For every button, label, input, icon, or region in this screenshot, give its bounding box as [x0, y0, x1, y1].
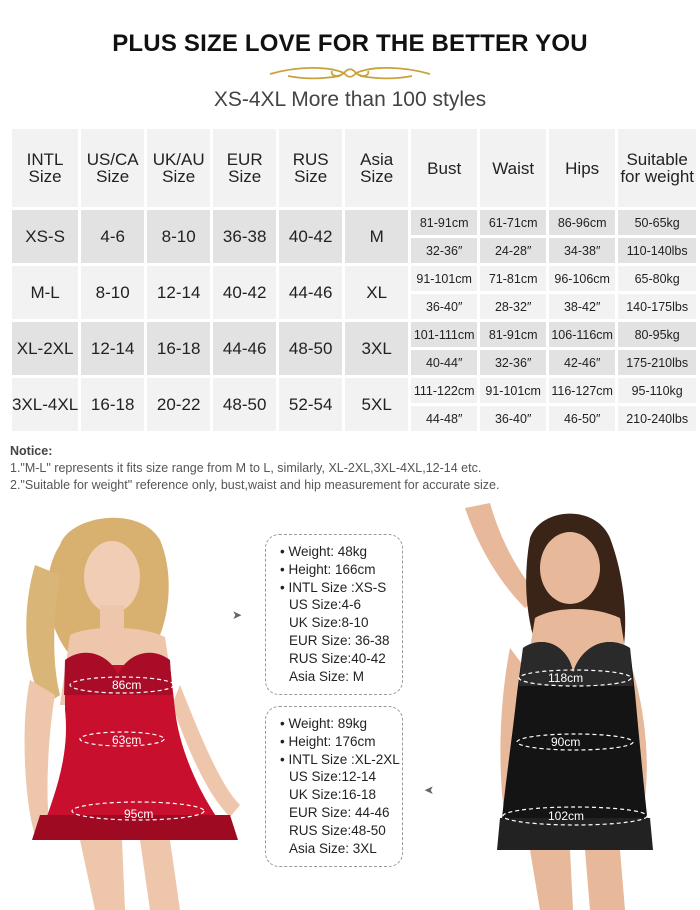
size-cell-rus: 48-50 — [279, 322, 342, 375]
size-cell-us: 16-18 — [81, 378, 144, 431]
table-row — [12, 266, 696, 291]
measure-cell-bust-cm: 101-111cm — [411, 322, 477, 347]
size-cell-us: 4-6 — [81, 210, 144, 263]
measure-cell-weight-cm: 95-110kg — [618, 378, 696, 403]
measure-cell-bust-in: 40-44″ — [411, 350, 477, 375]
model-info-right — [265, 706, 403, 867]
notice-section — [10, 443, 499, 494]
measure-cell-hips-cm: 96-106cm — [549, 266, 615, 291]
measure-cell-hips-cm: 106-116cm — [549, 322, 615, 347]
measure-cell-waist-in: 24-28″ — [480, 238, 546, 263]
size-cell-uk: 12-14 — [147, 266, 210, 319]
measure-cell-hips-in: 38-42″ — [549, 294, 615, 319]
left-info-eur: EUR Size: 36-38 — [289, 632, 390, 648]
arrow-left-icon: ➤ — [232, 608, 243, 622]
left-info-intl: • INTL Size :XS-S — [280, 579, 387, 595]
size-cell-intl: XL-2XL — [12, 322, 78, 375]
size-cell-intl: M-L — [12, 266, 78, 319]
size-cell-rus: 44-46 — [279, 266, 342, 319]
measure-cell-waist-in: 28-32″ — [480, 294, 546, 319]
notice-line-2: 2."Suitable for weight" reference only, bust,waist and hip measurement for accurate size. — [10, 478, 500, 492]
size-cell-asia: XL — [345, 266, 408, 319]
size-cell-rus: 52-54 — [279, 378, 342, 431]
size-chart-table — [9, 126, 699, 434]
header-uk: UK/AU Size — [147, 129, 210, 207]
header-asia: Asia Size — [345, 129, 408, 207]
size-cell-intl: XS-S — [12, 210, 78, 263]
page-subtitle: XS-4XL More than 100 styles — [213, 88, 487, 111]
measure-cell-bust-in: 32-36″ — [411, 238, 477, 263]
notice-line-1: 1."M-L" represents it fits size range from M to L, similarly, XL-2XL,3XL-4XL,12-14 etc. — [10, 461, 482, 475]
header-intl: INTL Size — [12, 129, 78, 207]
gold-flourish-ornament — [268, 64, 432, 84]
measure-cell-waist-cm: 91-101cm — [480, 378, 546, 403]
left-bust-measure: 86cm — [112, 678, 142, 692]
arrow-right-icon: ➤ — [424, 783, 435, 797]
measure-cell-hips-in: 46-50″ — [549, 406, 615, 431]
header-waist: Waist — [480, 129, 546, 207]
right-info-us: US Size:12-14 — [289, 769, 377, 785]
measure-cell-waist-cm: 61-71cm — [480, 210, 546, 235]
measure-cell-bust-in: 44-48″ — [411, 406, 477, 431]
size-cell-uk: 16-18 — [147, 322, 210, 375]
size-cell-uk: 8-10 — [147, 210, 210, 263]
header-us: US/CA Size — [81, 129, 144, 207]
right-info-asia: Asia Size: 3XL — [289, 840, 377, 856]
measure-cell-bust-cm: 111-122cm — [411, 378, 477, 403]
measure-cell-waist-cm: 81-91cm — [480, 322, 546, 347]
right-info-height: • Height: 176cm — [280, 733, 376, 749]
size-cell-asia: 5XL — [345, 378, 408, 431]
size-cell-us: 12-14 — [81, 322, 144, 375]
right-info-uk: UK Size:16-18 — [289, 787, 377, 803]
right-hips-measure: 102cm — [548, 809, 585, 823]
size-cell-intl: 3XL-4XL — [12, 378, 78, 431]
measure-cell-weight-cm: 50-65kg — [618, 210, 696, 235]
measure-cell-weight-cm: 80-95kg — [618, 322, 696, 347]
left-info-uk: UK Size:8-10 — [289, 615, 369, 631]
right-bust-measure: 118cm — [548, 671, 584, 685]
measure-cell-weight-cm: 65-80kg — [618, 266, 696, 291]
size-cell-rus: 40-42 — [279, 210, 342, 263]
measure-cell-weight-in: 175-210lbs — [618, 350, 696, 375]
measure-cell-waist-cm: 71-81cm — [480, 266, 546, 291]
left-info-us: US Size:4-6 — [289, 597, 362, 613]
model-info-left — [265, 534, 403, 695]
size-cell-us: 8-10 — [81, 266, 144, 319]
left-waist-measure: 63cm — [112, 733, 142, 747]
header-hips: Hips — [549, 129, 615, 207]
measure-cell-hips-cm: 86-96cm — [549, 210, 615, 235]
table-row — [12, 210, 696, 235]
size-cell-eur: 40-42 — [213, 266, 276, 319]
measure-cell-waist-in: 36-40″ — [480, 406, 546, 431]
header-weight: Suitable for weight — [618, 129, 696, 207]
measure-cell-bust-cm: 91-101cm — [411, 266, 477, 291]
left-info-weight: • Weight: 48kg — [280, 544, 368, 559]
right-info-rus: RUS Size:48-50 — [289, 822, 386, 838]
measure-cell-weight-in: 110-140lbs — [618, 238, 696, 263]
measure-cell-hips-in: 42-46″ — [549, 350, 615, 375]
size-cell-eur: 44-46 — [213, 322, 276, 375]
measure-cell-waist-in: 32-36″ — [480, 350, 546, 375]
measure-cell-bust-in: 36-40″ — [411, 294, 477, 319]
left-info-asia: Asia Size: M — [289, 668, 365, 684]
left-hips-measure: 95cm — [124, 807, 154, 821]
size-cell-eur: 36-38 — [213, 210, 276, 263]
measure-cell-weight-in: 210-240lbs — [618, 406, 696, 431]
header-rus: RUS Size — [279, 129, 342, 207]
size-cell-uk: 20-22 — [147, 378, 210, 431]
size-cell-asia: M — [345, 210, 408, 263]
right-info-weight: • Weight: 89kg — [280, 716, 368, 731]
measure-cell-bust-cm: 81-91cm — [411, 210, 477, 235]
right-info-intl: • INTL Size :XL-2XL — [280, 751, 400, 767]
size-cell-eur: 48-50 — [213, 378, 276, 431]
table-header-row — [12, 129, 696, 207]
measure-cell-weight-in: 140-175lbs — [618, 294, 696, 319]
header-eur: EUR Size — [213, 129, 276, 207]
measure-cell-hips-cm: 116-127cm — [549, 378, 615, 403]
left-info-rus: RUS Size:40-42 — [289, 650, 386, 666]
model-photo-right — [445, 498, 700, 910]
notice-title: Notice: — [10, 444, 53, 458]
right-waist-measure: 90cm — [551, 735, 581, 749]
size-cell-asia: 3XL — [345, 322, 408, 375]
table-row — [12, 322, 696, 347]
table-row — [12, 378, 696, 403]
page-title: PLUS SIZE LOVE FOR THE BETTER YOU — [112, 30, 588, 57]
model-photo-left — [0, 505, 255, 910]
right-info-eur: EUR Size: 44-46 — [289, 804, 390, 820]
header-bust: Bust — [411, 129, 477, 207]
left-info-height: • Height: 166cm — [280, 561, 376, 577]
measure-cell-hips-in: 34-38″ — [549, 238, 615, 263]
